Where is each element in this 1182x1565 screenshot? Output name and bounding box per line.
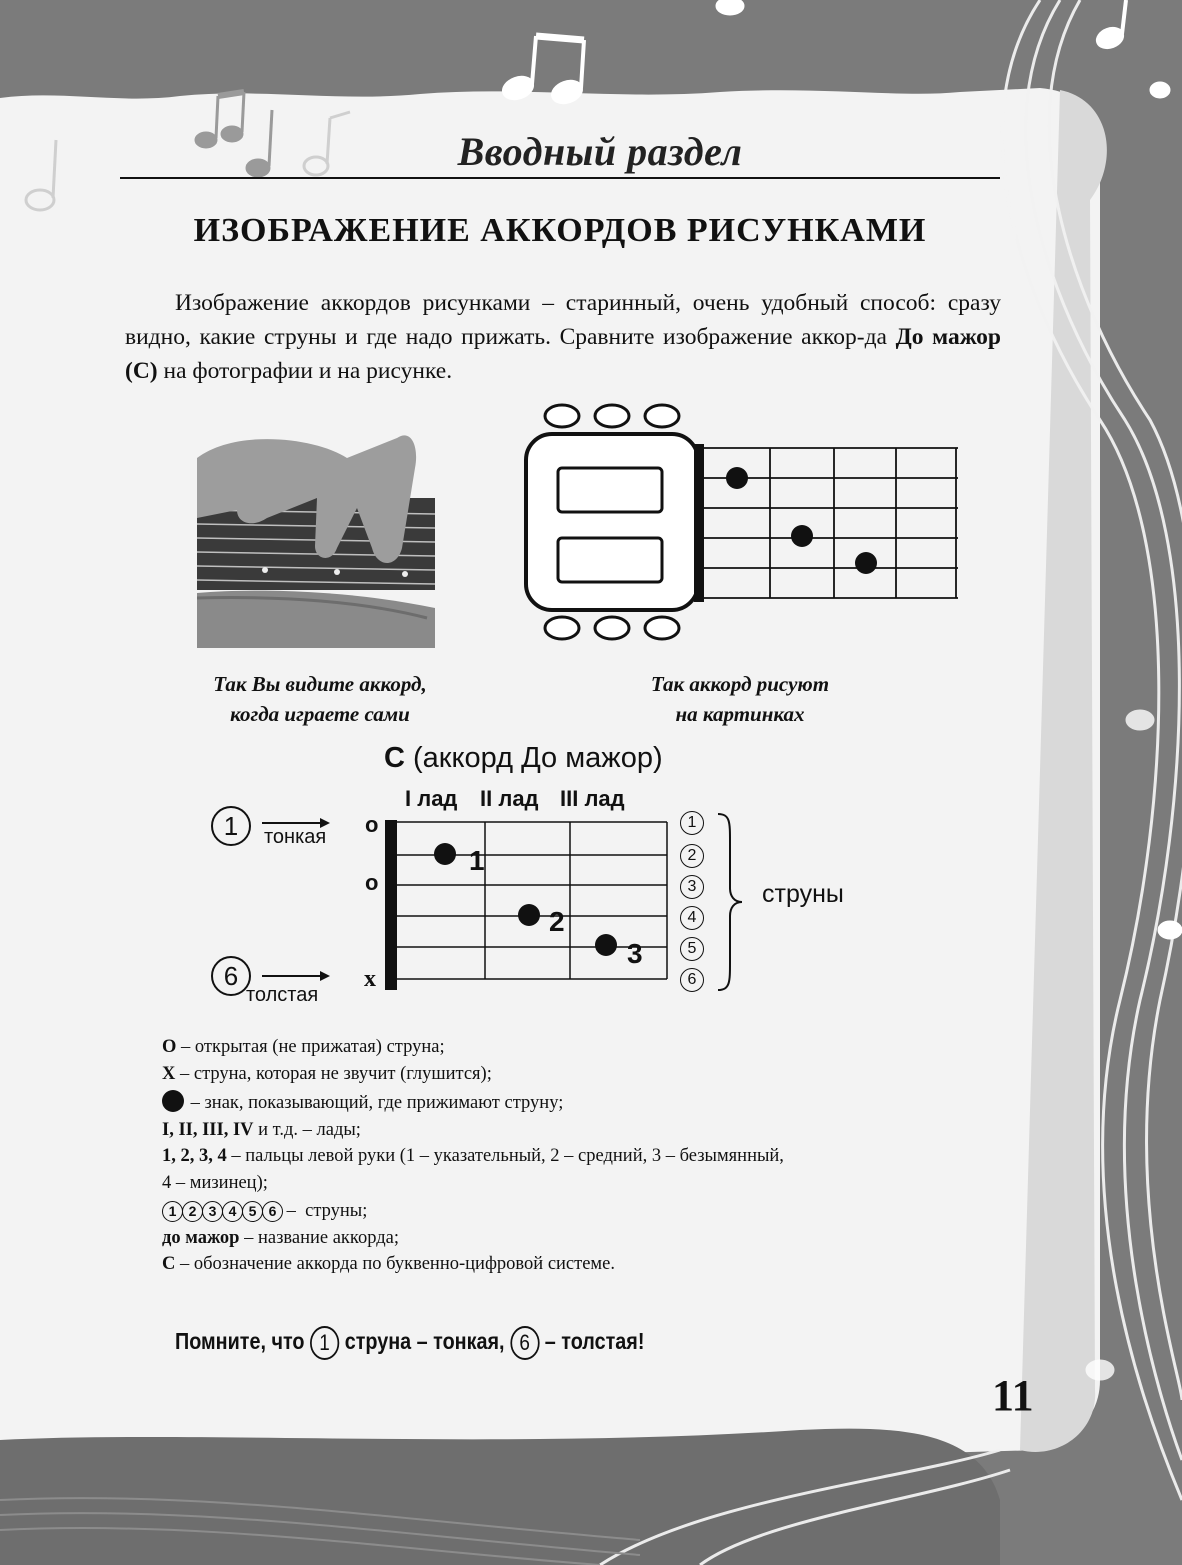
legend-fingers (162, 1143, 962, 1170)
fret-label-3: III лад (560, 786, 625, 811)
fret-label-2: II лад (480, 786, 539, 811)
legend-muted-key: Х (162, 1063, 176, 1084)
photo-caption-line2: когда играете сами (230, 702, 410, 726)
finger-number-3: 3 (627, 938, 643, 969)
legend-dot-text: – знак, показывающий, где прижимают струну; (186, 1093, 564, 1113)
reminder-string-1: 1 (310, 1326, 339, 1360)
string-1-label: тонкая (264, 826, 327, 848)
legend-name-text: – название аккорда; (239, 1227, 399, 1248)
string-number-2: 2 (680, 844, 704, 868)
legend-strings-text: – струны; (282, 1201, 368, 1221)
legend-frets (162, 1117, 962, 1144)
page-heading: ИЗОБРАЖЕНИЕ АККОРДОВ РИСУНКАМИ (193, 212, 927, 249)
legend-frets-text: и т.д. – лады; (253, 1119, 361, 1140)
mark-string-3: o (365, 870, 379, 895)
finger-dot-3 (595, 934, 617, 956)
photo-caption (160, 669, 480, 729)
chord-letter: С (384, 742, 405, 774)
chord-name: (аккорд До мажор) (413, 742, 663, 774)
reminder-text-1: Помните, что (175, 1328, 310, 1355)
string-number-1: 1 (680, 811, 704, 835)
legend-string-2: 2 (182, 1201, 203, 1222)
legend-fingers-text: – пальцы левой руки (1 – указательный, 2 – средний, 3 – безымянный, (226, 1146, 784, 1166)
string-number-4: 4 (680, 906, 704, 930)
brace-icon (716, 812, 746, 992)
intro-text-1: Изображение аккордов рисунками – старинный, очень удобный способ: сразу видно, какие струны и где надо прижать. Сравните изображение аккор-да (125, 290, 1001, 350)
reminder-text-3: – толстая! (539, 1328, 645, 1355)
string-number-3: 3 (680, 875, 704, 899)
legend-string-3: 3 (202, 1201, 223, 1222)
fret-labels (405, 786, 625, 812)
legend (162, 1034, 962, 1278)
hand-photo (197, 418, 435, 648)
legend-open-key: О (162, 1037, 177, 1057)
drawing-caption-line2: на картинках (675, 702, 805, 726)
header-divider (120, 177, 1000, 179)
legend-string-6: 6 (262, 1201, 283, 1222)
legend-frets-key: I, II, III, IV (162, 1119, 254, 1140)
reminder-text-2: струна – тонкая, (339, 1328, 511, 1355)
legend-string-1: 1 (162, 1201, 183, 1222)
mark-string-6: x (364, 966, 376, 992)
reminder (175, 1326, 777, 1360)
photo-caption-line1: Так Вы видите аккорд, (213, 672, 427, 696)
legend-muted (162, 1061, 962, 1088)
legend-letter (162, 1251, 962, 1278)
reminder-string-6: 6 (510, 1326, 539, 1360)
dot-icon (162, 1090, 184, 1112)
legend-name (162, 1225, 962, 1252)
arrow-right-icon (262, 969, 332, 983)
string-number-6: 6 (680, 968, 704, 992)
string-number-column (680, 811, 710, 992)
string-6-circle: 6 (211, 956, 251, 996)
fret-label-1: I лад (405, 786, 458, 811)
legend-dot (162, 1090, 962, 1117)
string-1-circle: 1 (211, 806, 251, 846)
intro-text-2: на фотографии и на рисунке. (157, 358, 453, 384)
legend-fingers-2: 4 – мизинец); (162, 1172, 268, 1193)
legend-fingers-key: 1, 2, 3, 4 (162, 1146, 227, 1166)
mark-string-1: o (365, 812, 379, 837)
legend-letter-key: С (162, 1254, 176, 1274)
page-number: 11 (992, 1371, 1034, 1420)
legend-letter-text: – обозначение аккорда по буквенно-цифровой системе. (175, 1254, 615, 1274)
section-title: Вводный раздел (457, 129, 743, 174)
strings-label: струны (762, 880, 844, 908)
intro-bold: До мажор (С) (125, 324, 1001, 384)
headstock-chord-drawing (520, 400, 965, 645)
chord-title (384, 742, 663, 775)
finger-number-2: 2 (549, 906, 565, 937)
chord-nut (385, 820, 397, 990)
legend-string-4: 4 (222, 1201, 243, 1222)
legend-open (162, 1034, 962, 1061)
finger-dot-2 (518, 904, 540, 926)
legend-string-5: 5 (242, 1201, 263, 1222)
string-number-5: 5 (680, 937, 704, 961)
intro-paragraph (125, 286, 1001, 388)
drawing-caption-line1: Так аккорд рисуют (650, 672, 830, 696)
finger-number-1: 1 (469, 845, 485, 876)
drawing-caption (590, 669, 890, 729)
finger-dot-1 (434, 843, 456, 865)
legend-strings (162, 1198, 962, 1225)
legend-open-text: – открытая (не прижатая) струна; (176, 1037, 445, 1057)
string-6-label: толстая (246, 984, 319, 1006)
legend-name-key: до мажор (162, 1227, 240, 1248)
legend-muted-text: – струна, которая не звучит (глушится); (175, 1063, 492, 1084)
